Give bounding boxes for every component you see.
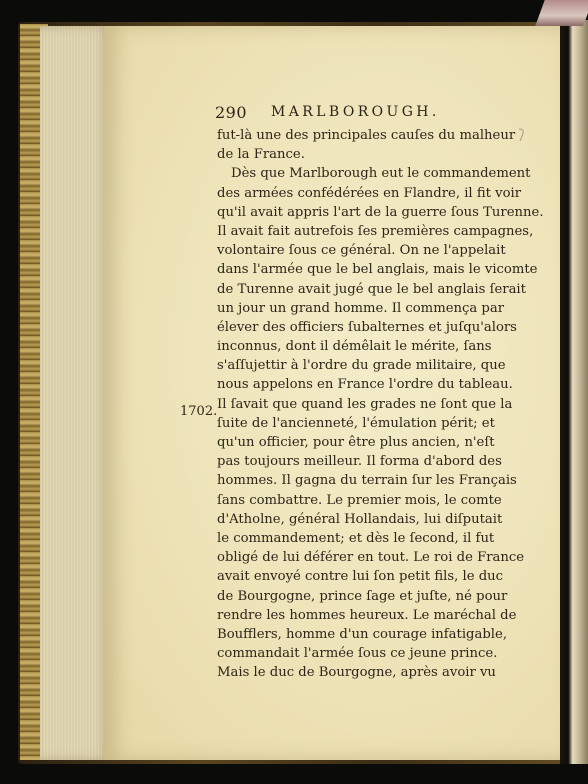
text-line: ſuite de l'ancienneté, l'émulation périt; et [217,415,495,431]
text-line: Boufflers, homme d'un courage infatigable, [217,626,508,642]
text-line: commandait l'armée ſous ce jeune prince. [217,646,498,662]
text-line: rendre les hommes heureux. Le maréchal de [217,607,517,623]
right-cover-edge [560,20,588,764]
page-edges [40,26,110,760]
text-line: dans l'armée que le bel anglais, mais le vicomte [217,262,538,278]
text-line: nous appelons en France l'ordre du tableau. [217,377,513,393]
text-line: Il avait fait autrefois ſes premières campagnes, [217,223,534,239]
running-title: MARLBOROUGH. [271,104,440,120]
bookmark-ribbon [535,0,588,26]
text-line: volontaire ſous ce général. On ne l'appelait [217,243,506,259]
text-line: Il ſavait que quand les grades ne ſont que la [217,396,513,412]
text-line: élever des officiers ſubalternes et juſqu'alors [217,319,517,335]
text-line: des armées confédérées en Flandre, il fit voir [217,185,522,201]
text-line: qu'un officier, pour être plus ancien, n'eſt [217,435,495,450]
page-number: 290 [215,103,248,122]
text-line: ſans combattre. Le premier mois, le comte [217,492,502,508]
text-line: le commandement; et dès le ſecond, il fut [217,530,495,546]
margin-year-note: 1702. [180,404,218,419]
text-line: pas toujours meilleur. Il forma d'abord des [217,454,502,470]
text-line: s'aſſujettir à l'ordre du grade militaire, que [217,358,506,374]
text-line: Dès que Marlborough eut le commandement [231,166,531,182]
text-line: de Bourgogne, prince ſage et juſte, né pour [217,588,508,604]
text-line: d'Atholne, général Hollandais, lui diſputait [217,511,503,527]
text-line: de la France. [217,147,305,163]
text-line: de Turenne avait jugé que le bel anglais ſerait [217,281,526,297]
body-text [217,126,544,682]
text-line: fut-là une des principales cauſes du malheur [217,128,516,143]
text-line: inconnus, dont il démêlait le mérite, ſans [217,339,492,355]
text-line: hommes. Il gagna du terrain ſur les Français [217,473,517,489]
text-line: Mais le duc de Bourgogne, après avoir vu [217,665,496,681]
text-line: un jour un grand homme. Il commença par [217,300,505,316]
page-header [215,103,455,125]
text-line: qu'il avait appris l'art de la guerre ſous Turenne. [217,204,544,220]
text-line: obligé de lui déférer en tout. Le roi de France [217,550,525,566]
pencil-mark-icon [516,128,526,142]
text-line: avait envoyé contre lui ſon petit fils, le duc [217,569,504,585]
